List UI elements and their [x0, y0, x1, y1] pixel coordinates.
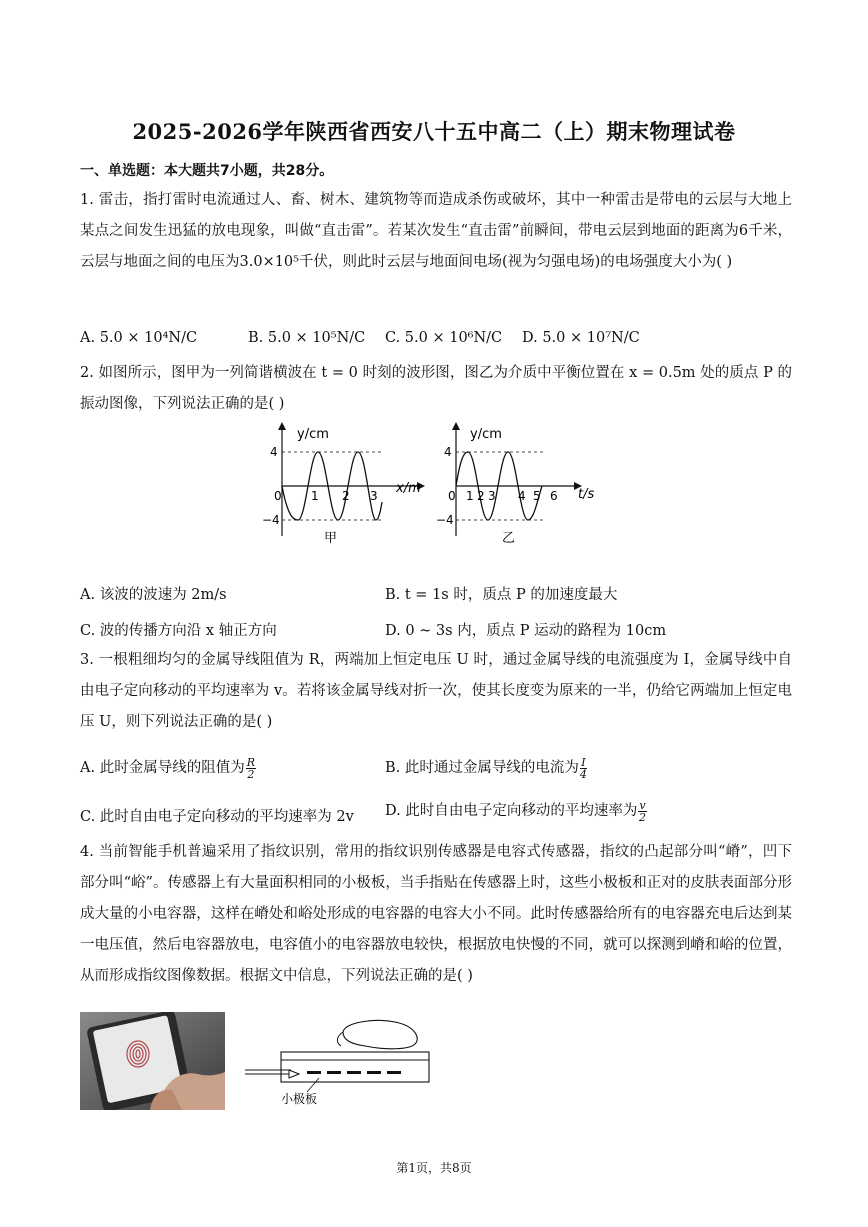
q3-option-d-fraction — [638, 800, 646, 823]
question-3-text: 3. 一根粗细均匀的金属导线阻值为 R，两端加上恒定电压 U 时，通过金属导线的电流强度为 I，金属导线中自由电子定向移动的平均速率为 v。若将该金属导线对折一次，使其长度变为原来的一半，仍给它两端加上恒定电压 U，则下列说法正确的是( ) — [80, 652, 792, 730]
yi-xtick-5: 5 — [533, 489, 541, 503]
q3-option-b — [385, 756, 587, 780]
fraction-numerator: v — [639, 798, 646, 812]
wave-graph-jia — [262, 418, 432, 553]
question-2 — [80, 358, 792, 420]
yi-xtick-4: 4 — [518, 489, 526, 503]
q1-option-a: A. 5.0 × 10⁴N/C — [80, 330, 198, 346]
yi-xtick-6: 6 — [550, 489, 558, 503]
question-4-text: 4. 当前智能手机普遍采用了指纹识别，常用的指纹识别传感器是电容式传感器，指纹的凸起部分叫“嵴”，凹下部分叫“峪”。传感器上有大量面积相同的小极板，当手指贴在传感器上时，这些小极板和正对的皮肤表面部分形成大量的小电容器，这样在嵴处和峪处形成的电容器的电容大小不同。此时传感器给所有的电容器充电后达到某一电压值，然后电容器放电，电容值小的电容器放电较快，根据放电快慢的不同，就可以探测到嵴和峪的位置，从而形成指纹图像数据。根据文中信息，下列说法正确的是( ) — [80, 844, 792, 984]
yi-caption: 乙 — [502, 531, 516, 546]
q3-option-d-text: D. 此时自由电子定向移动的平均速率为 — [385, 803, 638, 819]
jia-xtick-2: 2 — [342, 489, 350, 503]
jia-ylabel: y/cm — [297, 427, 329, 442]
q1-option-b: B. 5.0 × 10⁵N/C — [248, 330, 366, 346]
q2-option-c: C. 波的传播方向沿 x 轴正方向 — [80, 623, 277, 639]
yi-xtick-1: 1 — [466, 489, 474, 503]
fraction-denominator: 4 — [579, 767, 587, 781]
question-4 — [80, 837, 792, 992]
yi-xtick-3: 3 — [488, 489, 496, 503]
yi-xtick-2: 2 — [477, 489, 485, 503]
fraction-numerator: R — [246, 755, 255, 769]
jia-xtick-1: 1 — [311, 489, 319, 503]
capacitive-sensor-diagram — [245, 1016, 435, 1108]
vibration-graph-yi — [436, 418, 616, 553]
question-2-text: 2. 如图所示，图甲为一列简谐横波在 t = 0 时刻的波形图，图乙为介质中平衡位置在 x = 0.5m 处的质点 P 的振动图像，下列说法正确的是( ) — [80, 365, 792, 412]
q2-option-a: A. 该波的波速为 2m/s — [80, 587, 227, 603]
yi-ytick-neg4: −4 — [436, 513, 454, 527]
question-3 — [80, 645, 792, 738]
small-plate-label: 小极板 — [281, 1092, 318, 1106]
yi-ylabel: y/cm — [470, 427, 502, 442]
jia-ytick-4: 4 — [270, 445, 278, 459]
question-1-text: 1. 雷击，指打雷时电流通过人、畜、树木、建筑物等而造成杀伤或破坏，其中一种雷击是带电的云层与大地上某点之间发生迅猛的放电现象，叫做“直击雷”。若某次发生“直击雷”前瞬间，带电云层到地面的距离为6千米，云层与地面之间的电压为3.0×10⁵千伏，则此时云层与地面间电场(视为匀强电场)的电场强度大小为( ) — [80, 192, 792, 270]
fraction-numerator: I — [581, 755, 586, 769]
page-footer: 第1页，共8页 — [396, 1161, 472, 1175]
q3-option-a-fraction — [246, 757, 256, 780]
jia-ytick-neg4: −4 — [262, 513, 280, 527]
yi-xlabel: t/s — [578, 487, 595, 502]
yi-ytick-0: 0 — [448, 489, 456, 503]
q3-option-b-text: B. 此时通过金属导线的电流为 — [385, 760, 579, 776]
q3-option-d — [385, 799, 647, 823]
q3-option-c: C. 此时自由电子定向移动的平均速率为 2v — [80, 809, 354, 825]
jia-ytick-0: 0 — [274, 489, 282, 503]
fingerprint-phone-photo — [80, 1012, 225, 1110]
q2-option-b: B. t = 1s 时，质点 P 的加速度最大 — [385, 587, 618, 603]
section-heading: 一、单选题：本大题共7小题，共28分。 — [80, 163, 334, 179]
q3-option-a-text: A. 此时金属导线的阻值为 — [80, 760, 245, 776]
jia-xlabel: x/m — [396, 481, 421, 496]
yi-ytick-4: 4 — [444, 445, 452, 459]
q1-option-c: C. 5.0 × 10⁶N/C — [385, 330, 503, 346]
q3-option-b-fraction — [580, 757, 587, 780]
q3-option-a — [80, 756, 256, 780]
jia-caption: 甲 — [324, 531, 338, 546]
fraction-denominator: 2 — [247, 767, 255, 781]
question-1 — [80, 185, 792, 278]
fraction-denominator: 2 — [638, 810, 646, 824]
q2-option-d: D. 0 ~ 3s 内，质点 P 运动的路程为 10cm — [385, 623, 667, 639]
finger-shape — [343, 1020, 417, 1048]
exam-title: 2025-2026学年陕西省西安八十五中高二（上）期末物理试卷 — [132, 119, 736, 144]
q1-option-d: D. 5.0 × 10⁷N/C — [522, 330, 640, 346]
jia-xtick-3: 3 — [370, 489, 378, 503]
